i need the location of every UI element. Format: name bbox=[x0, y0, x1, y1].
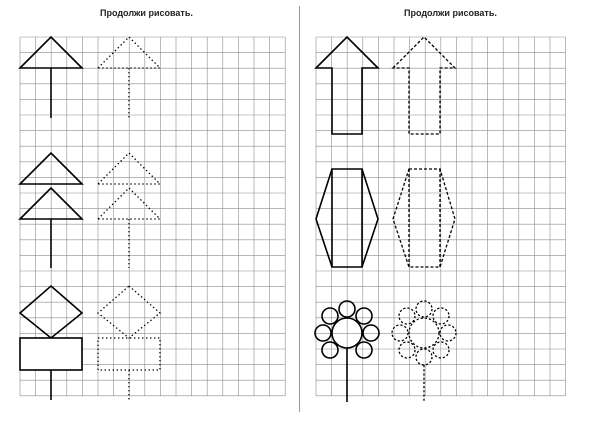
worksheet-right-title: Продолжи рисовать. bbox=[404, 8, 497, 18]
grid-right bbox=[316, 37, 566, 396]
block-arrow-trace bbox=[393, 37, 455, 134]
flower-trace bbox=[392, 301, 456, 402]
hexagon-trace bbox=[393, 169, 455, 267]
worksheet-left-title: Продолжи рисовать. bbox=[100, 8, 193, 18]
